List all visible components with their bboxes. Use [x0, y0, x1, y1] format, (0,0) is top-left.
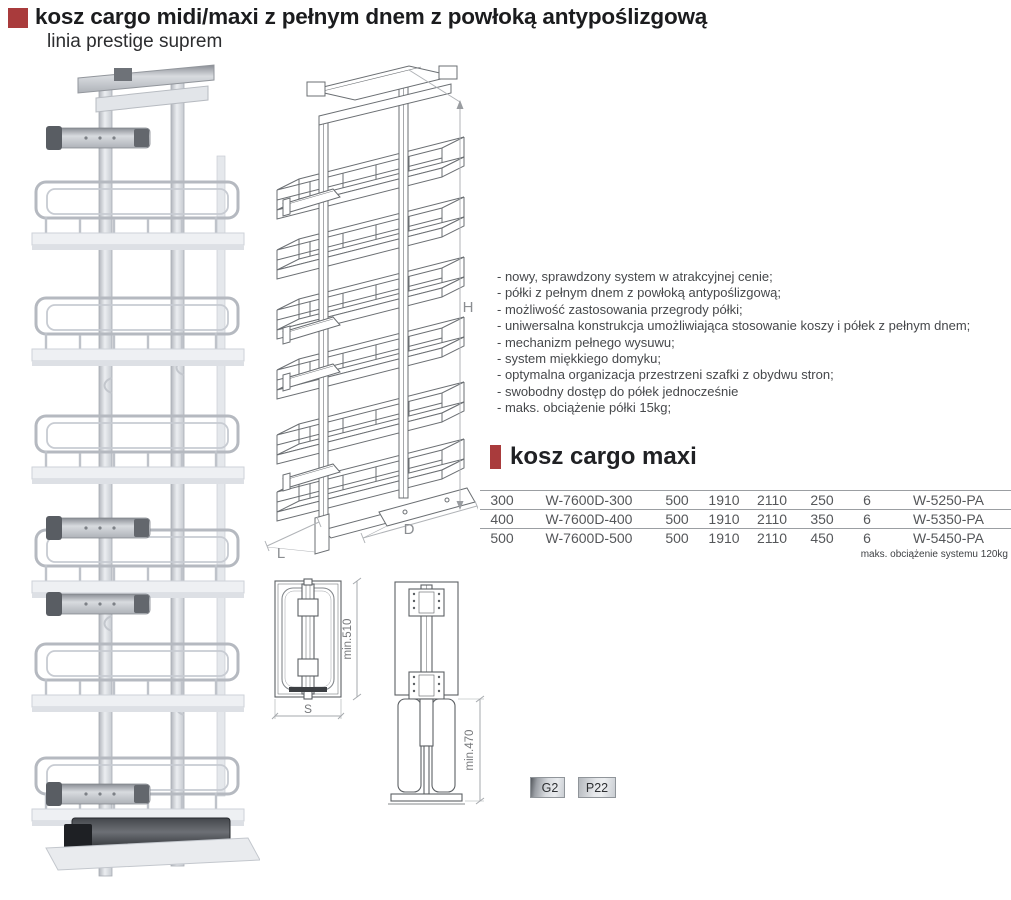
section-accent-bar — [490, 445, 501, 469]
front-view-lines — [388, 582, 465, 804]
width-s-label: S — [303, 702, 313, 716]
photo-top-cap — [114, 68, 132, 81]
feature-item: - maks. obciążenie półki 15kg; — [497, 400, 672, 416]
table-footnote: maks. obciążenie systemu 120kg — [860, 549, 1008, 560]
feature-item: - półki z pełnym dnem z powłoką antypoślizgową; — [497, 285, 781, 301]
dim-l-label: L — [276, 545, 286, 562]
table-cell: 2110 — [756, 530, 788, 546]
photo-wall-rail — [46, 592, 150, 616]
feature-item: - nowy, sprawdzony system w atrakcyjnej cenie; — [497, 269, 773, 284]
table-cell: 1910 — [708, 511, 740, 527]
photo-basket — [32, 644, 244, 712]
table-cell: 500 — [665, 492, 689, 508]
table-cell: 350 — [810, 511, 834, 527]
feature-item: - optymalna organizacja przestrzeni szafki z obydwu stron; — [497, 367, 834, 383]
table-row — [480, 509, 1011, 528]
page-title: kosz cargo midi/maxi z pełnym dnem z powłoką antypoślizgową — [35, 4, 708, 29]
table-cell: W-5450-PA — [912, 530, 985, 546]
table-cell: 300 — [490, 492, 514, 508]
table-row — [480, 490, 1011, 509]
top-view-lines — [275, 579, 341, 699]
photo-wall-rail — [46, 126, 150, 150]
photo-basket — [32, 530, 244, 598]
finish-badge-g2: G2 — [530, 777, 565, 798]
table-cell: 500 — [490, 530, 514, 546]
table-cell: W-7600D-400 — [545, 511, 633, 527]
table-cell: 400 — [490, 511, 514, 527]
iso-top-header — [307, 66, 457, 125]
table-row — [480, 528, 1011, 547]
table-cell: 500 — [665, 530, 689, 546]
photo-wall-rail — [46, 782, 150, 806]
top-view-drawing — [265, 575, 375, 727]
feature-item: - uniwersalna konstrukcja umożliwiająca stosowanie koszy i półek z pełnym dnem; — [497, 318, 971, 334]
technical-drawing-iso — [263, 60, 478, 570]
feature-item: - mechanizm pełnego wysuwu; — [497, 334, 675, 350]
dim-h-label: H — [462, 299, 474, 316]
page-header — [8, 4, 707, 30]
min-depth-label: min.470 — [464, 729, 476, 771]
table-cell: 450 — [810, 530, 834, 546]
photo-basket — [32, 182, 244, 250]
min-height-label: min.510 — [342, 618, 354, 660]
table-cell: W-7600D-500 — [545, 530, 633, 546]
finish-badge-p22: P22 — [578, 777, 616, 798]
table-cell: 1910 — [708, 492, 740, 508]
photo-wall-rail — [46, 516, 150, 540]
page-subtitle: linia prestige suprem — [47, 31, 223, 52]
table-cell: W-5250-PA — [912, 492, 985, 508]
table-cell: 6 — [863, 511, 871, 527]
feature-item: - swobodny dostęp do półek jednocześnie — [497, 383, 739, 399]
title-accent-square — [8, 8, 28, 28]
front-view-drawing — [388, 575, 503, 810]
table-cell: 2110 — [756, 492, 788, 508]
feature-item: - możliwość zastosowania przegrody półki; — [497, 301, 743, 317]
table-cell: 250 — [810, 492, 834, 508]
table-cell: 1910 — [708, 530, 740, 546]
table-cell: W-5350-PA — [912, 511, 985, 527]
feature-item: - system miękkiego domyku; — [497, 351, 661, 367]
dim-d-label: D — [403, 521, 415, 538]
table-cell: 2110 — [756, 511, 788, 527]
table-cell: 500 — [665, 511, 689, 527]
feature-list — [497, 269, 1009, 417]
product-photo — [20, 60, 260, 893]
table-cell: 6 — [863, 530, 871, 546]
finish-badges — [530, 777, 616, 798]
table-cell: 6 — [863, 492, 871, 508]
section-header — [490, 443, 697, 471]
iso-side-rail — [283, 464, 340, 491]
photo-basket — [32, 298, 244, 366]
table-cell: W-7600D-300 — [545, 492, 633, 508]
photo-basket — [32, 416, 244, 484]
section-heading: kosz cargo maxi — [510, 443, 697, 470]
product-table — [480, 490, 1011, 547]
